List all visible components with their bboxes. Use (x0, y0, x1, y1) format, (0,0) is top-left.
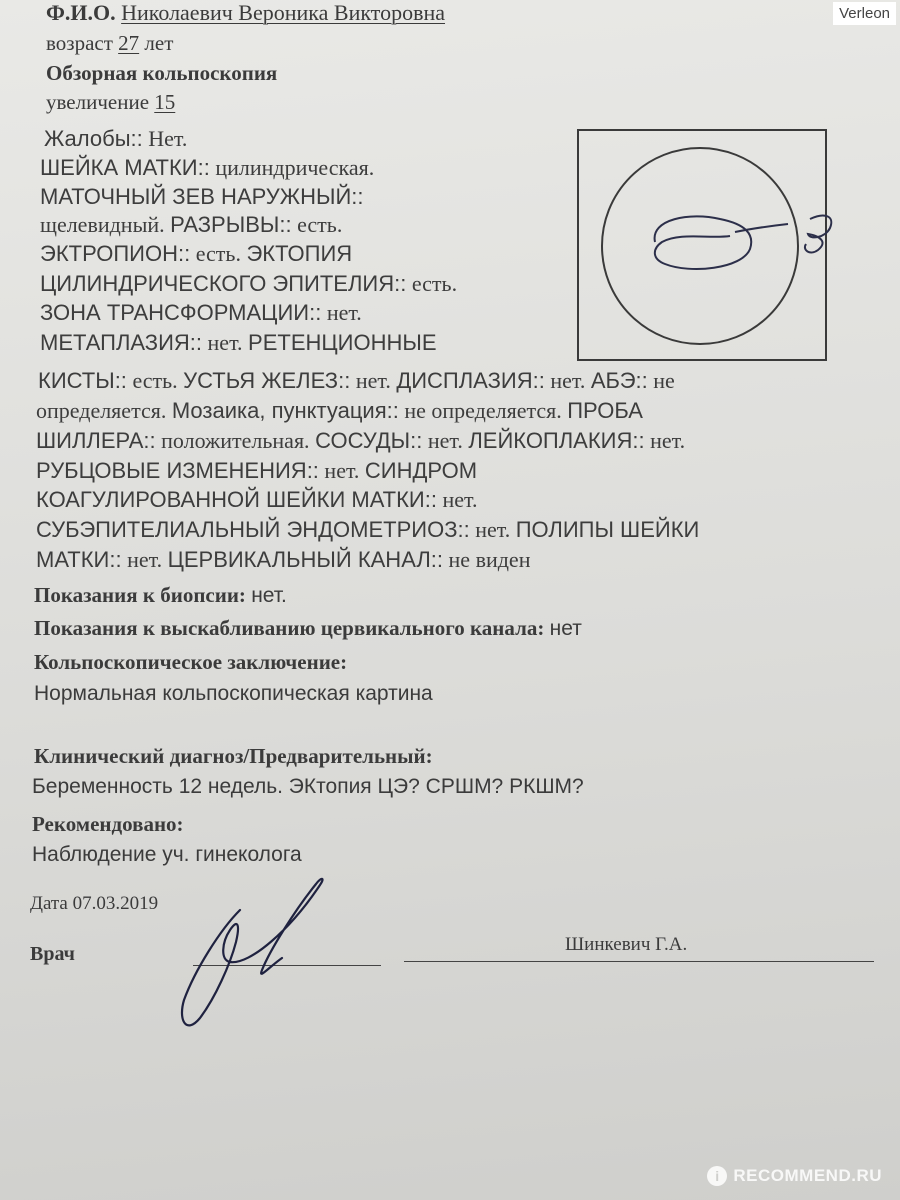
findings-line-2 (40, 155, 374, 181)
finding-key: ЦИЛИНДРИЧЕСКОГО ЭПИТЕЛИЯ:: (40, 271, 407, 296)
finding-key: АБЭ:: (590, 368, 648, 393)
findings-line-13 (36, 487, 477, 513)
age-line (46, 31, 173, 56)
finding-key: ШИЛЛЕРА:: (36, 428, 156, 453)
watermark-top: Verleon (833, 2, 896, 25)
finding-val: есть. (297, 212, 343, 237)
finding-val: цилиндрическая. (215, 155, 375, 180)
doctor-label: Врач (30, 943, 75, 965)
ectopy-outline (655, 216, 752, 269)
cervix-circle (602, 148, 798, 344)
name-line (404, 961, 874, 962)
finding-key: ПОЛИПЫ ШЕЙКИ (515, 517, 700, 542)
finding-val: положительная. (161, 428, 310, 453)
finding-val: есть. (132, 368, 178, 393)
conclusion-value: Нормальная кольпоскопическая картина (34, 682, 433, 705)
findings-line-11 (36, 428, 685, 454)
finding-key: МАТОЧНЫЙ ЗЕВ НАРУЖНЫЙ:: (40, 184, 364, 209)
findings-line-9 (38, 368, 675, 394)
finding-key: ШЕЙКА МАТКИ:: (40, 155, 210, 180)
finding-key: СИНДРОМ (364, 458, 478, 483)
finding-key: РАЗРЫВЫ:: (170, 212, 292, 237)
finding-val: Нет. (148, 126, 188, 151)
signature-stroke (182, 879, 323, 1026)
colposcopy-sketch (570, 124, 840, 364)
doctor-name: Шинкевич Г.А. (565, 934, 688, 955)
findings-line-6 (40, 271, 457, 297)
finding-val: нет. (442, 487, 478, 512)
finding-val: не виден (448, 547, 531, 572)
findings-line-12 (36, 458, 477, 484)
finding-key: КИСТЫ:: (38, 368, 127, 393)
finding-key: ЗОНА ТРАНСФОРМАЦИИ:: (40, 300, 322, 325)
finding-key: ЦЕРВИКАЛЬНЫЙ КАНАЛ:: (167, 547, 444, 572)
zoom-value: 15 (154, 90, 176, 114)
curettage-label: Показания к выскабливанию цервикального канала: (34, 616, 545, 640)
finding-val: есть. (195, 241, 241, 266)
age-unit: лет (144, 31, 174, 55)
finding-key: ЭКТОПИЯ (246, 241, 353, 266)
findings-line-15 (36, 547, 530, 573)
zoom-label: увеличение (46, 90, 150, 114)
date: Дата 07.03.2019 (30, 893, 159, 914)
findings-line-1 (44, 126, 187, 152)
finding-key: СУБЭПИТЕЛИАЛЬНЫЙ ЭНДОМЕТРИОЗ:: (36, 517, 470, 542)
signature (170, 870, 370, 1040)
conclusion-label: Кольпоскопическое заключение: (34, 650, 348, 674)
watermark-bottom (707, 1166, 882, 1186)
finding-val: нет. (127, 547, 163, 572)
diagnosis-value: Беременность 12 недель. ЭКтопия ЦЭ? СРШМ? РКШМ? (32, 775, 584, 798)
sketch-frame (578, 130, 826, 360)
exam-title: Обзорная кольпоскопия (46, 61, 278, 85)
finding-key: Мозаика, пунктуация:: (171, 398, 399, 423)
finding-val: нет. (550, 368, 586, 393)
biopsy-value: нет. (251, 584, 287, 607)
findings-line-7 (40, 300, 362, 326)
finding-val: нет. (427, 428, 463, 453)
finding-val: нет. (355, 368, 391, 393)
finding-val: нет. (324, 458, 360, 483)
finding-key: КОАГУЛИРОВАННОЙ ШЕЙКИ МАТКИ:: (36, 487, 437, 512)
diagnosis-label: Клинический диагноз/Предварительный: (34, 744, 433, 768)
finding-val: нет. (475, 517, 511, 542)
findings-line-14 (36, 517, 699, 543)
finding-val: не (653, 368, 675, 393)
recommended-label: Рекомендовано: (32, 812, 184, 836)
recommend-logo-icon: i (707, 1166, 727, 1186)
finding-val: нет. (326, 300, 362, 325)
finding-val: не определяется. (404, 398, 562, 423)
finding-key: ДИСПЛАЗИЯ:: (396, 368, 545, 393)
finding-val: определяется. (36, 398, 167, 423)
findings-line-8 (40, 330, 437, 356)
finding-key: ПРОБА (567, 398, 643, 423)
finding-val: есть. (411, 271, 458, 296)
recommended-value: Наблюдение уч. гинеколога (32, 843, 302, 866)
watermark-bottom-text: RECOMMEND.RU (733, 1166, 882, 1185)
biopsy-line (34, 583, 287, 608)
finding-val: щелевидный. (40, 212, 165, 237)
curettage-line (34, 616, 582, 641)
age-value: 27 (118, 31, 140, 55)
finding-val: нет. (650, 428, 686, 453)
finding-key: УСТЬЯ ЖЕЛЕЗ:: (183, 368, 351, 393)
fio-line (46, 0, 445, 26)
finding-key: МАТКИ:: (36, 547, 122, 572)
finding-val: нет. (207, 330, 243, 355)
fio-label: Ф.И.О. (46, 0, 116, 25)
findings-line-5 (40, 241, 352, 267)
finding-key: ЭКТРОПИОН:: (40, 241, 191, 266)
curettage-value: нет (549, 617, 582, 640)
finding-key: ЛЕЙКОПЛАКИЯ:: (468, 428, 645, 453)
findings-line-4 (40, 212, 342, 238)
age-label: возраст (46, 31, 113, 55)
finding-key: РЕТЕНЦИОННЫЕ (248, 330, 437, 355)
zoom-line (46, 90, 175, 115)
findings-line-3 (40, 184, 364, 210)
finding-key: РУБЦОВЫЕ ИЗМЕНЕНИЯ:: (36, 458, 319, 483)
finding-key: Жалобы:: (44, 126, 143, 151)
annotation-mark (805, 216, 831, 253)
biopsy-label: Показания к биопсии: (34, 583, 246, 607)
finding-key: СОСУДЫ:: (315, 428, 423, 453)
finding-key: МЕТАПЛАЗИЯ:: (40, 330, 203, 355)
findings-line-10 (36, 398, 643, 424)
fio-value: Николаевич Вероника Викторовна (121, 0, 446, 25)
